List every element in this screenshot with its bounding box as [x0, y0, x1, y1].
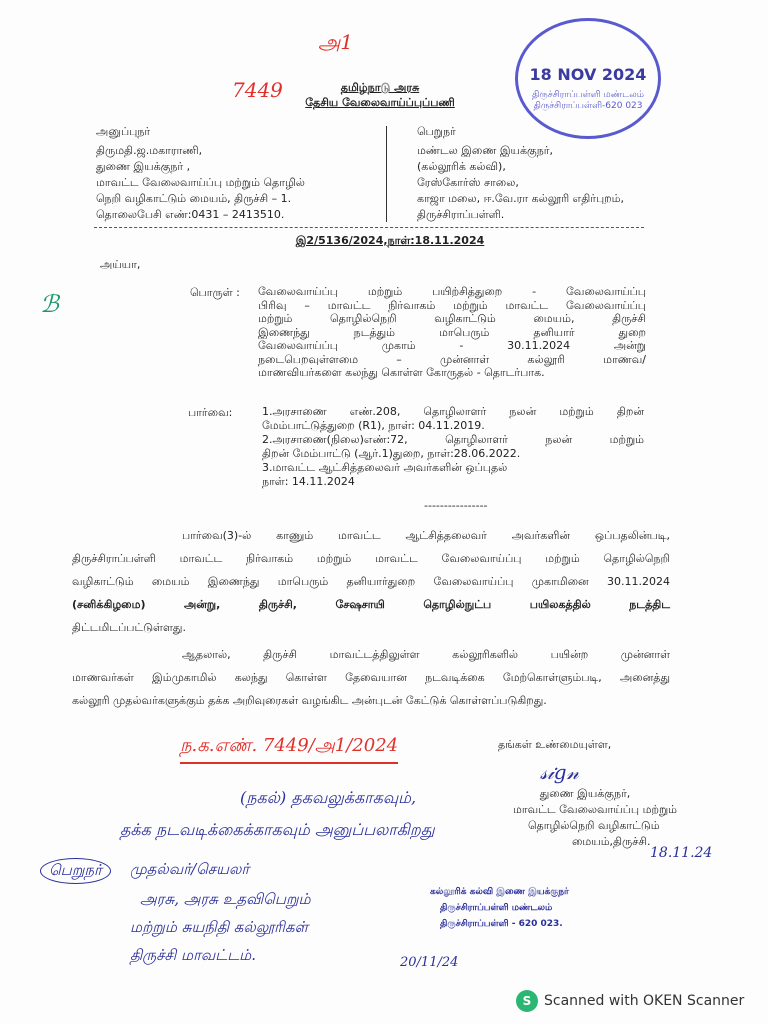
handwritten-recipient-line: முதல்வர்/செயலர்	[130, 860, 250, 878]
body-line: பார்வை(3)-ல் காணும் மாவட்ட ஆட்சித்தலைவர் அவர்களின் ஒப்பதலின்படி,	[182, 529, 670, 542]
handwritten-copy-note: (நகல்) தகவலுக்காகவும்,	[240, 788, 417, 807]
body-line: ஆதலால், திருச்சி மாவட்டத்திலுள்ள கல்லூரிகளில் பயின்ற முன்னாள்	[182, 648, 670, 661]
stamp-line: திருச்சிராப்பள்ளி - 620 023.	[440, 919, 563, 929]
divider	[94, 227, 644, 228]
reference-number: இ2/5136/2024,நாள்:18.11.2024	[295, 234, 485, 247]
handwritten-recipient-label: பெறுநர்	[40, 858, 111, 884]
subject-line: மாணவியர்களை கலந்து கொள்ள கோருதல் - தொடர்பாக.	[258, 366, 545, 379]
header-department: தேசிய வேலைவாய்ப்புப்பணி	[305, 96, 455, 109]
subject-text	[258, 285, 646, 380]
handwritten-file-number: ந.க.எண். 7449/அ1/2024	[180, 735, 398, 764]
closing-yours: தங்கள் உண்மையுள்ள,	[498, 738, 612, 751]
subject-line: பிரிவு – மாவட்ட நிர்வாகம் மற்றும் மாவட்ட வேலைவாய்ப்பு	[258, 298, 646, 312]
sender-line: துணை இயக்குநர் ,	[96, 160, 191, 173]
designation-line: மையம்,திருச்சி.	[572, 835, 651, 848]
body-line: (சனிக்கிழமை) அன்று, திருச்சி, சேஷசாயி தொழில்நுட்ப பயிலகத்தில் நடத்திட	[72, 598, 670, 611]
handwritten-initial: ℬ	[40, 290, 59, 318]
reference-line: 1.அரசாணை எண்.208, தொழிலாளர் நலன் மற்றும் திறன்	[262, 405, 644, 418]
sender-line: மாவட்ட வேலைவாய்ப்பு மற்றும் தொழில்	[96, 176, 305, 189]
separator: ----------------	[424, 499, 488, 512]
recipient-line: ரேஸ்கோர்ஸ் சாலை,	[417, 176, 519, 189]
sender-line: தொலைபேசி எண்:0431 – 2413510.	[96, 208, 285, 221]
body-line: கல்லூரி முதல்வர்களுக்கும் தக்க அறிவுரைகள் வழங்கிட அன்புடன் கேட்டுக் கொள்ளப்படுகிறது.	[72, 694, 547, 707]
stamp-line: கல்லூரிக் கல்வி இணை இயக்குநர்	[430, 887, 569, 897]
handwritten-recipient-line: திருச்சி மாவட்டம்.	[130, 946, 256, 964]
reference-line: திறன் மேம்பாட்டு (ஆர்.1)துறை, நாள்:28.06.2022.	[262, 447, 521, 460]
designation-line: தொழில்நெறி வழிகாட்டும்	[528, 819, 660, 832]
recipient-line: (கல்லூரிக் கல்வி),	[417, 160, 506, 173]
subject-label: பொருள் :	[190, 286, 240, 299]
recipient-label: பெறுநர்	[417, 125, 456, 138]
designation-line: துணை இயக்குநர்,	[539, 787, 631, 800]
recipient-line: காஜா மலை, ஈ.வே.ரா கல்லூரி எதிர்புறம்,	[417, 192, 625, 205]
header-government: தமிழ்நாடு அரசு	[340, 81, 420, 94]
stamp-text: திருச்சிராப்பள்ளி மண்டலம் திருச்சிராப்பள்ளி-620 023	[532, 90, 644, 111]
stamp-date: 18 NOV 2024	[529, 65, 647, 84]
handwritten-action-note: தக்க நடவடிக்கைக்காகவும் அனுப்பலாகிறது	[120, 820, 435, 839]
reference-line: 3.மாவட்ட ஆட்சித்தலைவர் அவர்களின் ஒப்புதல்	[262, 461, 508, 474]
scanner-logo-icon: S	[516, 990, 538, 1012]
salutation: அய்யா,	[100, 258, 141, 271]
reference-line: மேம்பாட்டுத்துறை (R1), நாள்: 04.11.2019.	[262, 419, 485, 432]
body-line: வழிகாட்டும் மையம் இணைந்து மாபெரும் தனியார்துறை வேலைவாய்ப்பு முகாமினை 30.11.2024	[72, 575, 670, 588]
handwritten-date: 20/11/24	[400, 955, 459, 970]
references-label: பார்வை:	[188, 406, 233, 419]
sender-line: நெறி வழிகாட்டும் மையம், திருச்சி – 1.	[96, 192, 292, 205]
body-paragraph-2	[72, 643, 670, 712]
body-line: மாணவர்கள் இம்முகாமில் கலந்து கொள்ள தேவையான நடவடிக்கை மேற்கொள்ளும்படி, அனைத்து	[72, 671, 670, 684]
column-divider	[386, 126, 387, 222]
references-list	[262, 405, 644, 489]
stamp-line: திருச்சிராப்பள்ளி மண்டலம்	[440, 903, 553, 913]
handwritten-inward-number: 7449	[232, 78, 283, 102]
body-line: திட்டமிடப்பட்டுள்ளது.	[72, 621, 186, 634]
sender-line: திருமதி.ஜ.மகாராணி,	[96, 144, 203, 157]
subject-line: மற்றும் தொழில்நெறி வழிகாட்டும் மையம், திருச்சி	[258, 312, 646, 325]
subject-line: வேலைவாய்ப்பு முகாம் - 30.11.2024 அன்று	[258, 339, 646, 352]
reference-line: 2.அரசாணை(நிலை)எண்:72, தொழிலாளர் நலன் மற்றும்	[262, 433, 644, 446]
handwritten-recipient-line: மற்றும் சுயநிதி கல்லூரிகள்	[130, 918, 309, 936]
handwritten-date: 18.11.24	[650, 845, 713, 861]
handwritten-recipient-line: அரசு, அரசு உதவிபெறும்	[140, 890, 311, 908]
subject-line: இணைந்து நடத்தும் மாபெரும் தனியார் துறை	[258, 325, 646, 339]
subject-line: வேலைவாய்ப்பு மற்றும் பயிற்சித்துறை - வேலைவாய்ப்பு	[258, 285, 646, 298]
reference-line: நாள்: 14.11.2024	[262, 475, 355, 488]
designation-line: மாவட்ட வேலைவாய்ப்பு மற்றும்	[513, 803, 677, 816]
handwritten-section-mark: அ1	[318, 30, 353, 54]
scanner-watermark	[516, 990, 744, 1012]
recipient-line: மண்டல இணை இயக்குநர்,	[417, 144, 554, 157]
scanner-text: Scanned with OKEN Scanner	[544, 993, 745, 1009]
body-line: திருச்சிராப்பள்ளி மாவட்ட நிர்வாகம் மற்றும் மாவட்ட வேலைவாய்ப்பு மற்றும் தொழில்நெறி	[72, 552, 670, 565]
signature: 𝓈𝒾𝑔𝓃	[540, 760, 579, 784]
body-paragraph-1	[72, 524, 670, 639]
sender-label: அனுப்புநர்	[96, 125, 151, 138]
recipient-line: திருச்சிராப்பள்ளி.	[417, 208, 505, 221]
subject-line: நடைபெறவுள்ளமை – முன்னாள் கல்லூரி மாணவ/	[258, 352, 646, 366]
received-stamp	[515, 18, 661, 139]
